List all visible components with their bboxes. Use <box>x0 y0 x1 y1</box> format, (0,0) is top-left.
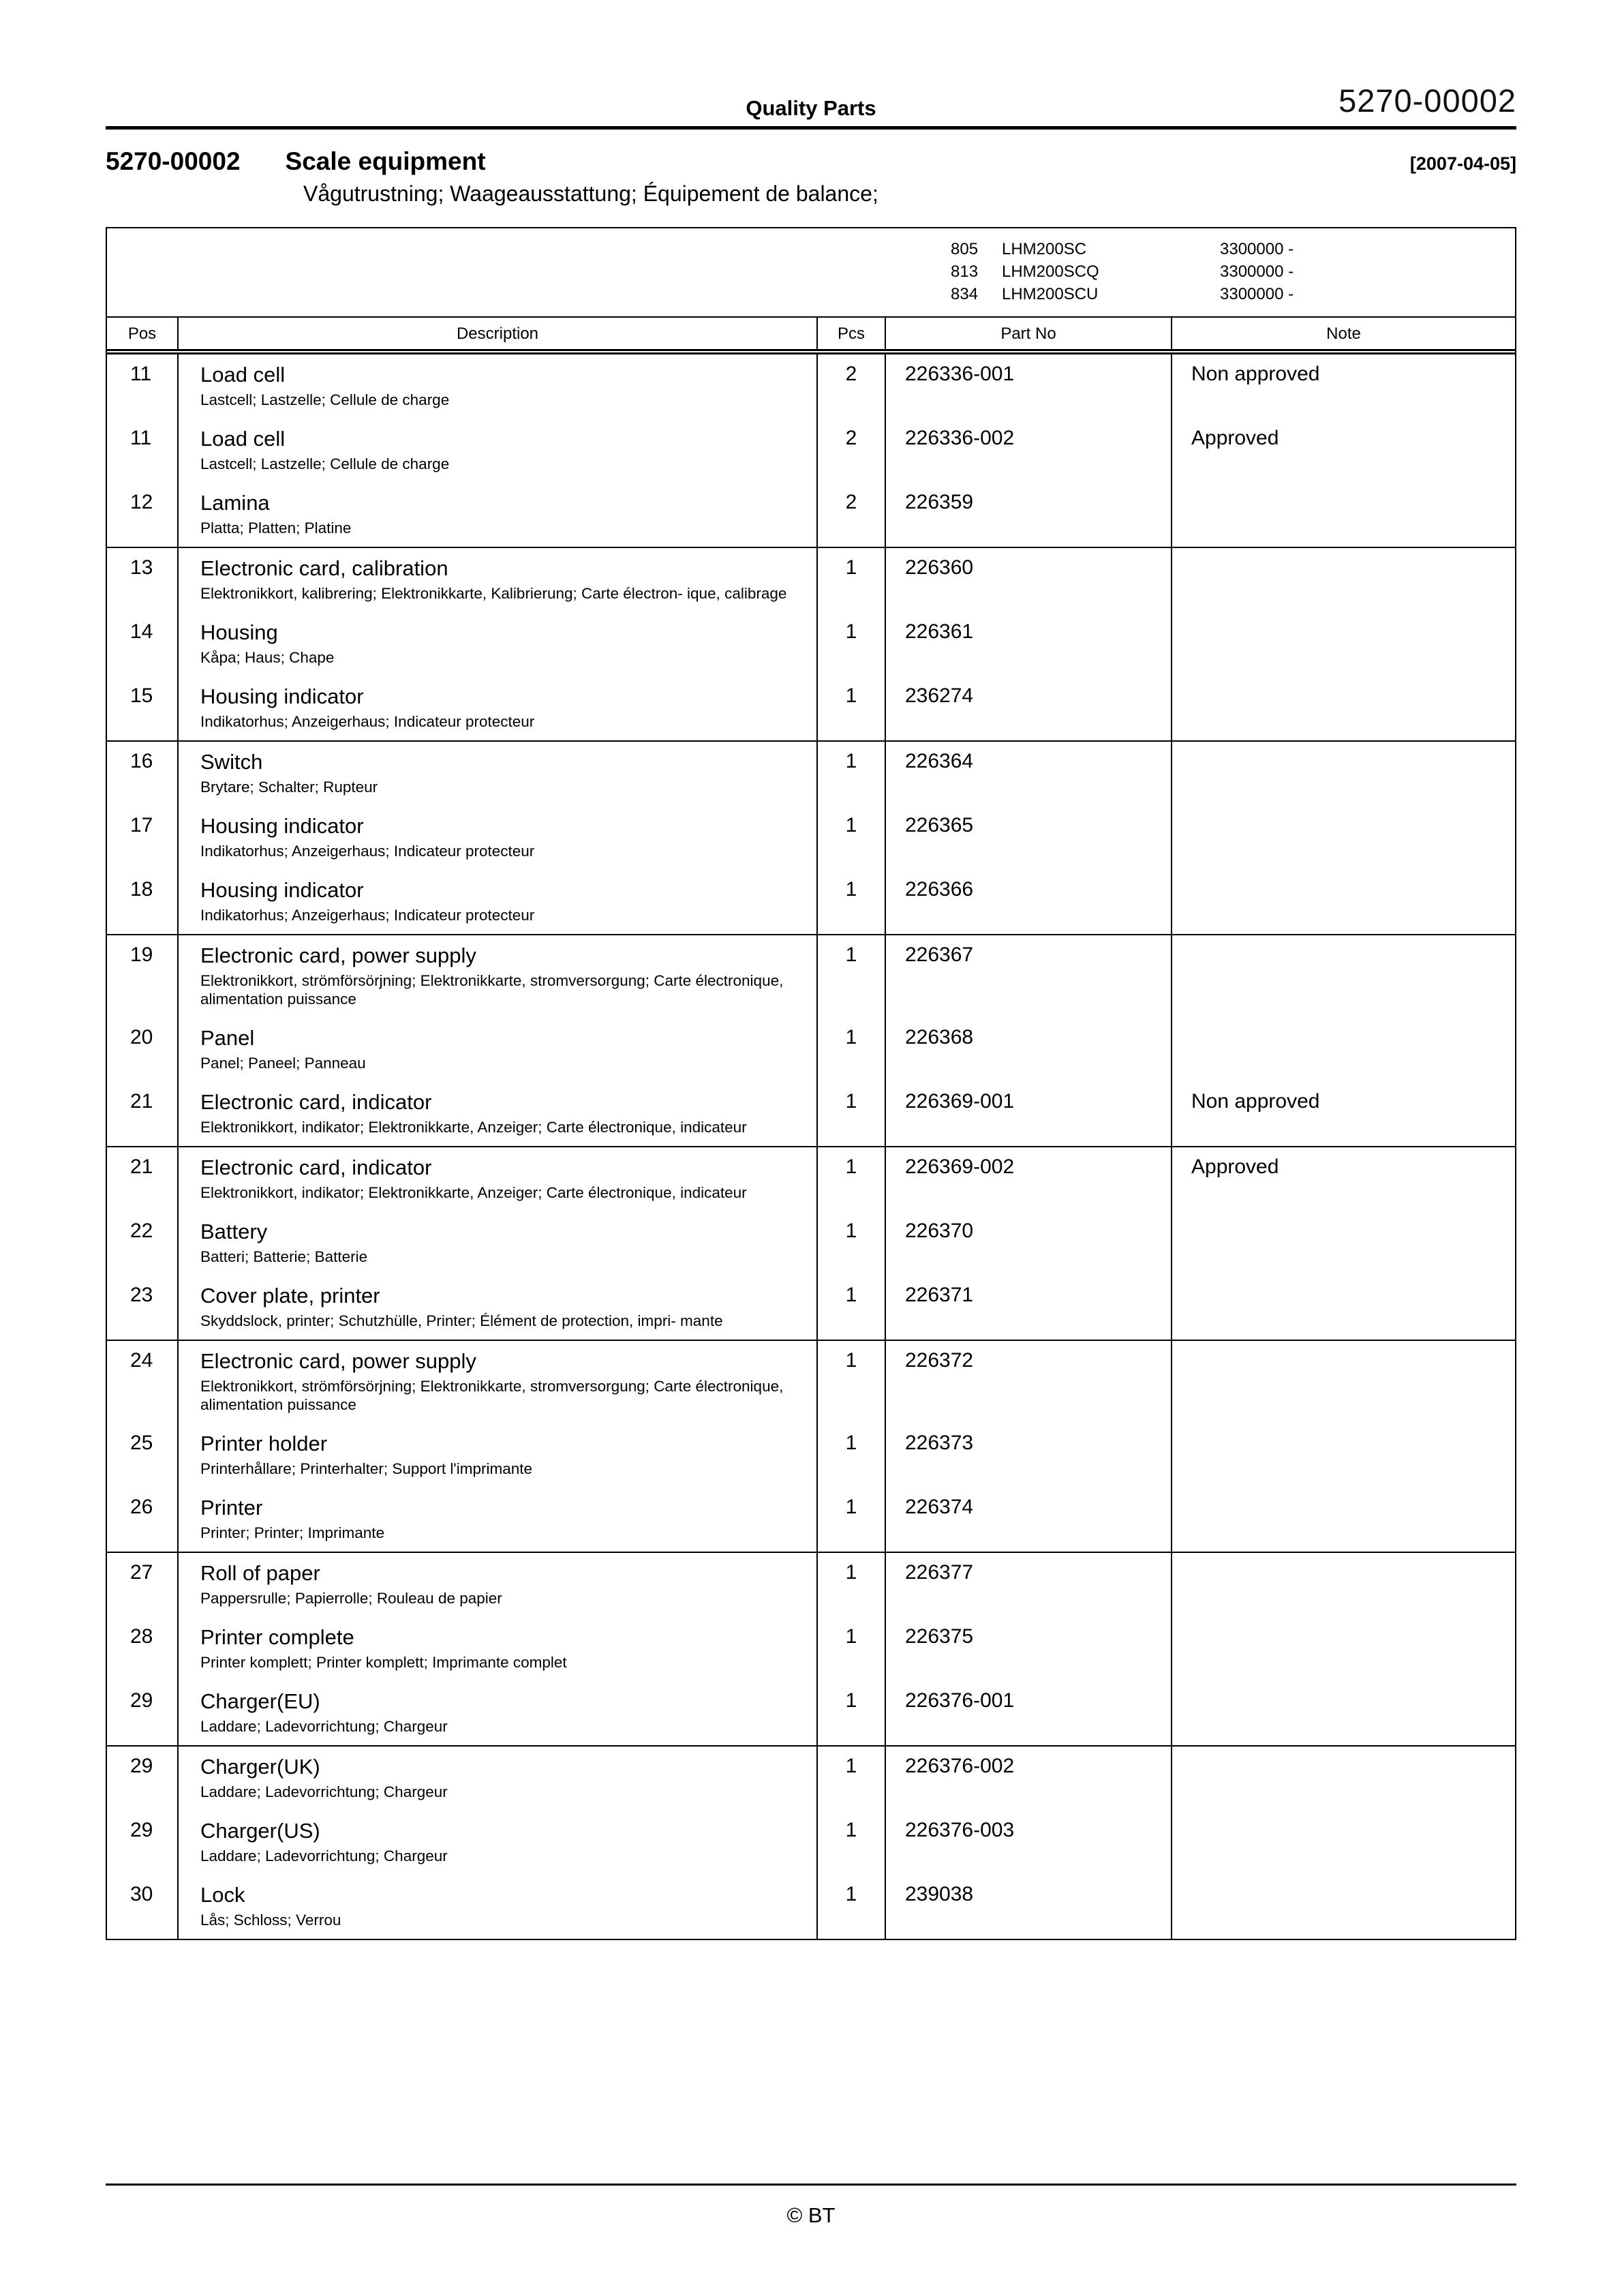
model-name: LHM200SCU <box>1002 285 1099 303</box>
table-row <box>107 1018 1515 1082</box>
row-partno: 226336-001 <box>885 354 1171 419</box>
model-row <box>951 238 1515 260</box>
row-description-translations: Skyddslock, printer; Schutzhülle, Printer; Élément de protection, impri- mante <box>200 1312 723 1329</box>
table-row <box>107 1553 1515 1617</box>
table-header-row <box>107 318 1515 354</box>
table-body <box>107 354 1515 1939</box>
row-partno: 226370 <box>885 1211 1171 1275</box>
row-pcs: 1 <box>816 870 885 934</box>
row-description <box>177 1147 816 1211</box>
row-description-main: Printer <box>200 1496 263 1520</box>
row-description-translations: Laddare; Ladevorrichtung; Chargeur <box>200 1718 448 1735</box>
row-pcs: 2 <box>816 354 885 419</box>
row-pos: 25 <box>130 1432 153 1454</box>
table-row <box>107 1211 1515 1275</box>
row-note <box>1171 1341 1515 1423</box>
row-pos: 21 <box>130 1090 153 1113</box>
row-description <box>177 483 816 547</box>
page-footer <box>106 2184 1516 2228</box>
row-description <box>177 612 816 676</box>
model-serial-range: 3300000 - <box>1220 262 1294 281</box>
row-pcs: 1 <box>816 806 885 870</box>
row-description <box>177 354 816 419</box>
table-row <box>107 870 1515 934</box>
model-code: 834 <box>951 285 979 303</box>
row-pcs: 1 <box>816 1487 885 1552</box>
row-description <box>177 1341 816 1423</box>
row-pcs: 1 <box>816 1553 885 1617</box>
table-group <box>107 740 1515 934</box>
row-description-main: Electronic card, calibration <box>200 556 448 580</box>
row-description-translations: Lastcell; Lastzelle; Cellule de charge <box>200 391 450 408</box>
row-description <box>177 419 816 483</box>
row-note <box>1171 612 1515 676</box>
table-row <box>107 354 1515 419</box>
row-partno: 226368 <box>885 1018 1171 1082</box>
table-row <box>107 548 1515 612</box>
table-row <box>107 1681 1515 1745</box>
col-header-pos: Pos <box>127 324 157 343</box>
row-description-translations: Platta; Platten; Platine <box>200 519 352 537</box>
row-pcs: 1 <box>816 1811 885 1875</box>
row-pcs: 1 <box>816 1082 885 1146</box>
row-description <box>177 742 816 806</box>
row-partno: 226364 <box>885 742 1171 806</box>
row-note <box>1171 1875 1515 1939</box>
row-pcs: 1 <box>816 612 885 676</box>
row-partno: 226372 <box>885 1341 1171 1423</box>
row-description-translations: Elektronikkort, kalibrering; Elektronikkarte, Kalibrierung; Carte électron- ique, calibrage <box>200 585 787 602</box>
row-note: Non approved <box>1171 1082 1515 1146</box>
row-note <box>1171 1275 1515 1340</box>
row-pos: 23 <box>130 1284 153 1306</box>
row-description-main: Charger(EU) <box>200 1689 320 1713</box>
row-description <box>177 1423 816 1487</box>
row-note <box>1171 742 1515 806</box>
row-description-main: Housing indicator <box>200 878 364 902</box>
row-pcs: 1 <box>816 742 885 806</box>
row-description-main: Lamina <box>200 491 270 515</box>
row-pos: 19 <box>130 943 153 966</box>
row-pos: 12 <box>130 491 153 513</box>
row-pcs: 2 <box>816 419 885 483</box>
doc-type: Quality Parts <box>746 96 876 120</box>
row-partno: 226371 <box>885 1275 1171 1340</box>
row-description-main: Housing <box>200 620 278 644</box>
row-description-main: Charger(UK) <box>200 1755 320 1779</box>
table-row <box>107 742 1515 806</box>
row-description-main: Electronic card, power supply <box>200 1349 476 1373</box>
table-row <box>107 612 1515 676</box>
row-description-translations: Indikatorhus; Anzeigerhaus; Indicateur protecteur <box>200 843 535 860</box>
row-description-translations: Lastcell; Lastzelle; Cellule de charge <box>200 455 450 472</box>
row-partno: 226366 <box>885 870 1171 934</box>
row-description-main: Load cell <box>200 363 286 387</box>
table-row <box>107 1341 1515 1423</box>
row-note <box>1171 1747 1515 1811</box>
model-code: 805 <box>951 240 979 258</box>
table-group <box>107 547 1515 740</box>
row-pos: 24 <box>130 1349 153 1372</box>
table-group <box>107 1745 1515 1939</box>
model-code: 813 <box>951 262 979 281</box>
row-partno: 239038 <box>885 1875 1171 1939</box>
row-description-main: Electronic card, indicator <box>200 1155 432 1179</box>
row-description <box>177 806 816 870</box>
row-description-translations: Kåpa; Haus; Chape <box>200 649 335 666</box>
col-header-description: Description <box>177 318 816 349</box>
row-description-main: Switch <box>200 750 263 774</box>
row-pcs: 1 <box>816 1147 885 1211</box>
row-partno: 226369-001 <box>885 1082 1171 1146</box>
row-description-main: Load cell <box>200 427 286 451</box>
row-description <box>177 1211 816 1275</box>
copyright: © BT <box>786 2203 836 2227</box>
table-row <box>107 806 1515 870</box>
table-row <box>107 935 1515 1018</box>
row-description <box>177 1275 816 1340</box>
row-partno: 226376-003 <box>885 1811 1171 1875</box>
row-partno: 226377 <box>885 1553 1171 1617</box>
row-note <box>1171 1487 1515 1552</box>
row-description-translations: Elektronikkort, strömförsörjning; Elektronikkarte, stromversorgung; Carte électronique, alimentation puissance <box>200 972 784 1008</box>
row-description-translations: Batteri; Batterie; Batterie <box>200 1248 368 1265</box>
title-subtitle: Vågutrustning; Waageausstattung; Équipement de balance; <box>303 181 878 206</box>
row-pos: 20 <box>130 1026 153 1048</box>
row-partno: 226376-001 <box>885 1681 1171 1745</box>
row-pcs: 1 <box>816 676 885 740</box>
row-pcs: 1 <box>816 1275 885 1340</box>
row-description-main: Electronic card, indicator <box>200 1090 432 1114</box>
row-pos: 28 <box>130 1625 153 1648</box>
row-partno: 226369-002 <box>885 1147 1171 1211</box>
row-description-main: Panel <box>200 1026 255 1050</box>
row-description-main: Lock <box>200 1883 245 1907</box>
row-partno: 226365 <box>885 806 1171 870</box>
row-description <box>177 1811 816 1875</box>
row-partno: 226360 <box>885 548 1171 612</box>
row-pcs: 1 <box>816 548 885 612</box>
row-pcs: 1 <box>816 1341 885 1423</box>
row-description <box>177 1681 816 1745</box>
row-description-translations: Panel; Paneel; Panneau <box>200 1055 366 1072</box>
table-group <box>107 1146 1515 1340</box>
model-block <box>951 238 1515 305</box>
table-row <box>107 483 1515 547</box>
revision-date: [2007-04-05] <box>1409 153 1516 174</box>
row-pos: 11 <box>130 363 152 385</box>
table-row <box>107 1811 1515 1875</box>
row-pos: 26 <box>130 1496 153 1518</box>
col-header-partno: Part No <box>885 318 1171 349</box>
row-pcs: 1 <box>816 1747 885 1811</box>
row-note <box>1171 1018 1515 1082</box>
row-description-main: Printer complete <box>200 1625 354 1649</box>
model-serial-range: 3300000 - <box>1220 285 1294 303</box>
parts-table <box>106 227 1516 1940</box>
row-note <box>1171 483 1515 547</box>
row-pos: 29 <box>130 1755 153 1777</box>
doc-number-top: 5270-00002 <box>1338 82 1516 119</box>
row-description-translations: Printerhållare; Printerhalter; Support l'imprimante <box>200 1460 533 1477</box>
row-note <box>1171 935 1515 1018</box>
row-description-translations: Lås; Schloss; Verrou <box>200 1912 341 1929</box>
row-description-translations: Pappersrulle; Papierrolle; Rouleau de papier <box>200 1590 502 1607</box>
row-partno: 226374 <box>885 1487 1171 1552</box>
row-description <box>177 548 816 612</box>
row-pcs: 1 <box>816 1211 885 1275</box>
page-content <box>106 0 1516 1940</box>
row-description <box>177 1082 816 1146</box>
title-number: 5270-00002 <box>106 147 241 175</box>
masthead <box>106 0 1516 130</box>
row-note <box>1171 1811 1515 1875</box>
row-note <box>1171 870 1515 934</box>
row-pcs: 1 <box>816 1018 885 1082</box>
row-pcs: 2 <box>816 483 885 547</box>
model-row <box>951 260 1515 283</box>
row-description-translations: Laddare; Ladevorrichtung; Chargeur <box>200 1783 448 1800</box>
row-description-main: Cover plate, printer <box>200 1284 380 1308</box>
row-description-translations: Printer komplett; Printer komplett; Imprimante complet <box>200 1654 567 1671</box>
row-partno: 226361 <box>885 612 1171 676</box>
row-description <box>177 870 816 934</box>
row-note: Non approved <box>1171 354 1515 419</box>
table-row <box>107 1747 1515 1811</box>
table-row <box>107 1487 1515 1552</box>
row-description <box>177 1018 816 1082</box>
page-title: Scale equipment <box>285 147 486 175</box>
row-pos: 22 <box>130 1220 153 1242</box>
row-pos: 30 <box>130 1883 153 1905</box>
table-row <box>107 676 1515 740</box>
row-pos: 14 <box>130 620 153 643</box>
table-row <box>107 419 1515 483</box>
row-description <box>177 1875 816 1939</box>
row-note <box>1171 1681 1515 1745</box>
row-partno: 226359 <box>885 483 1171 547</box>
row-description-translations: Printer; Printer; Imprimante <box>200 1524 385 1541</box>
row-pos: 18 <box>130 878 153 901</box>
row-partno: 226375 <box>885 1617 1171 1681</box>
row-note <box>1171 676 1515 740</box>
row-pcs: 1 <box>816 1423 885 1487</box>
row-pos: 13 <box>130 556 153 579</box>
table-group <box>107 1552 1515 1745</box>
row-pos: 15 <box>130 684 153 707</box>
row-pos: 21 <box>130 1155 153 1178</box>
row-note <box>1171 1423 1515 1487</box>
model-row <box>951 283 1515 305</box>
row-pos: 11 <box>130 427 152 449</box>
row-description <box>177 1617 816 1681</box>
row-note <box>1171 1553 1515 1617</box>
row-pos: 29 <box>130 1819 153 1841</box>
row-description <box>177 1487 816 1552</box>
table-group <box>107 1340 1515 1552</box>
table-group <box>107 934 1515 1146</box>
col-header-note: Note <box>1171 318 1515 349</box>
row-pcs: 1 <box>816 935 885 1018</box>
row-description-main: Charger(US) <box>200 1819 320 1843</box>
row-note: Approved <box>1171 419 1515 483</box>
row-description-translations: Indikatorhus; Anzeigerhaus; Indicateur protecteur <box>200 907 535 924</box>
row-note <box>1171 1617 1515 1681</box>
row-description-translations: Elektronikkort, strömförsörjning; Elektronikkarte, stromversorgung; Carte électronique, alimentation puissance <box>200 1378 784 1413</box>
col-header-pcs: Pcs <box>816 318 885 349</box>
row-partno: 226373 <box>885 1423 1171 1487</box>
row-partno: 226336-002 <box>885 419 1171 483</box>
row-description-translations: Brytare; Schalter; Rupteur <box>200 779 378 796</box>
row-description-main: Electronic card, power supply <box>200 943 476 967</box>
model-name: LHM200SC <box>1002 240 1087 258</box>
row-pos: 17 <box>130 814 153 836</box>
row-description-translations: Indikatorhus; Anzeigerhaus; Indicateur protecteur <box>200 713 535 730</box>
row-description-main: Battery <box>200 1220 268 1243</box>
table-row <box>107 1875 1515 1939</box>
row-pos: 16 <box>130 750 153 772</box>
row-note <box>1171 806 1515 870</box>
table-row <box>107 1147 1515 1211</box>
row-description-translations: Elektronikkort, indikator; Elektronikkarte, Anzeiger; Carte électronique, indicateur <box>200 1119 747 1136</box>
row-description-main: Roll of paper <box>200 1561 320 1585</box>
row-pcs: 1 <box>816 1617 885 1681</box>
row-description-main: Housing indicator <box>200 814 364 838</box>
row-description <box>177 676 816 740</box>
row-pcs: 1 <box>816 1875 885 1939</box>
table-row <box>107 1617 1515 1681</box>
row-description-translations: Elektronikkort, indikator; Elektronikkarte, Anzeiger; Carte électronique, indicateur <box>200 1184 747 1201</box>
row-note <box>1171 1211 1515 1275</box>
row-pos: 29 <box>130 1689 153 1712</box>
model-name: LHM200SCQ <box>1002 262 1099 281</box>
row-partno: 226367 <box>885 935 1171 1018</box>
row-note <box>1171 548 1515 612</box>
row-pcs: 1 <box>816 1681 885 1745</box>
model-box <box>107 228 1515 318</box>
row-pos: 27 <box>130 1561 153 1584</box>
table-group <box>107 354 1515 547</box>
row-description <box>177 935 816 1018</box>
table-row <box>107 1275 1515 1340</box>
row-description-translations: Laddare; Ladevorrichtung; Chargeur <box>200 1847 448 1864</box>
table-row <box>107 1082 1515 1146</box>
row-description <box>177 1747 816 1811</box>
table-row <box>107 1423 1515 1487</box>
row-partno: 236274 <box>885 676 1171 740</box>
row-note: Approved <box>1171 1147 1515 1211</box>
title-row <box>106 147 1516 176</box>
model-serial-range: 3300000 - <box>1220 240 1294 258</box>
row-description <box>177 1553 816 1617</box>
row-description-main: Housing indicator <box>200 684 364 708</box>
row-partno: 226376-002 <box>885 1747 1171 1811</box>
row-description-main: Printer holder <box>200 1432 328 1455</box>
